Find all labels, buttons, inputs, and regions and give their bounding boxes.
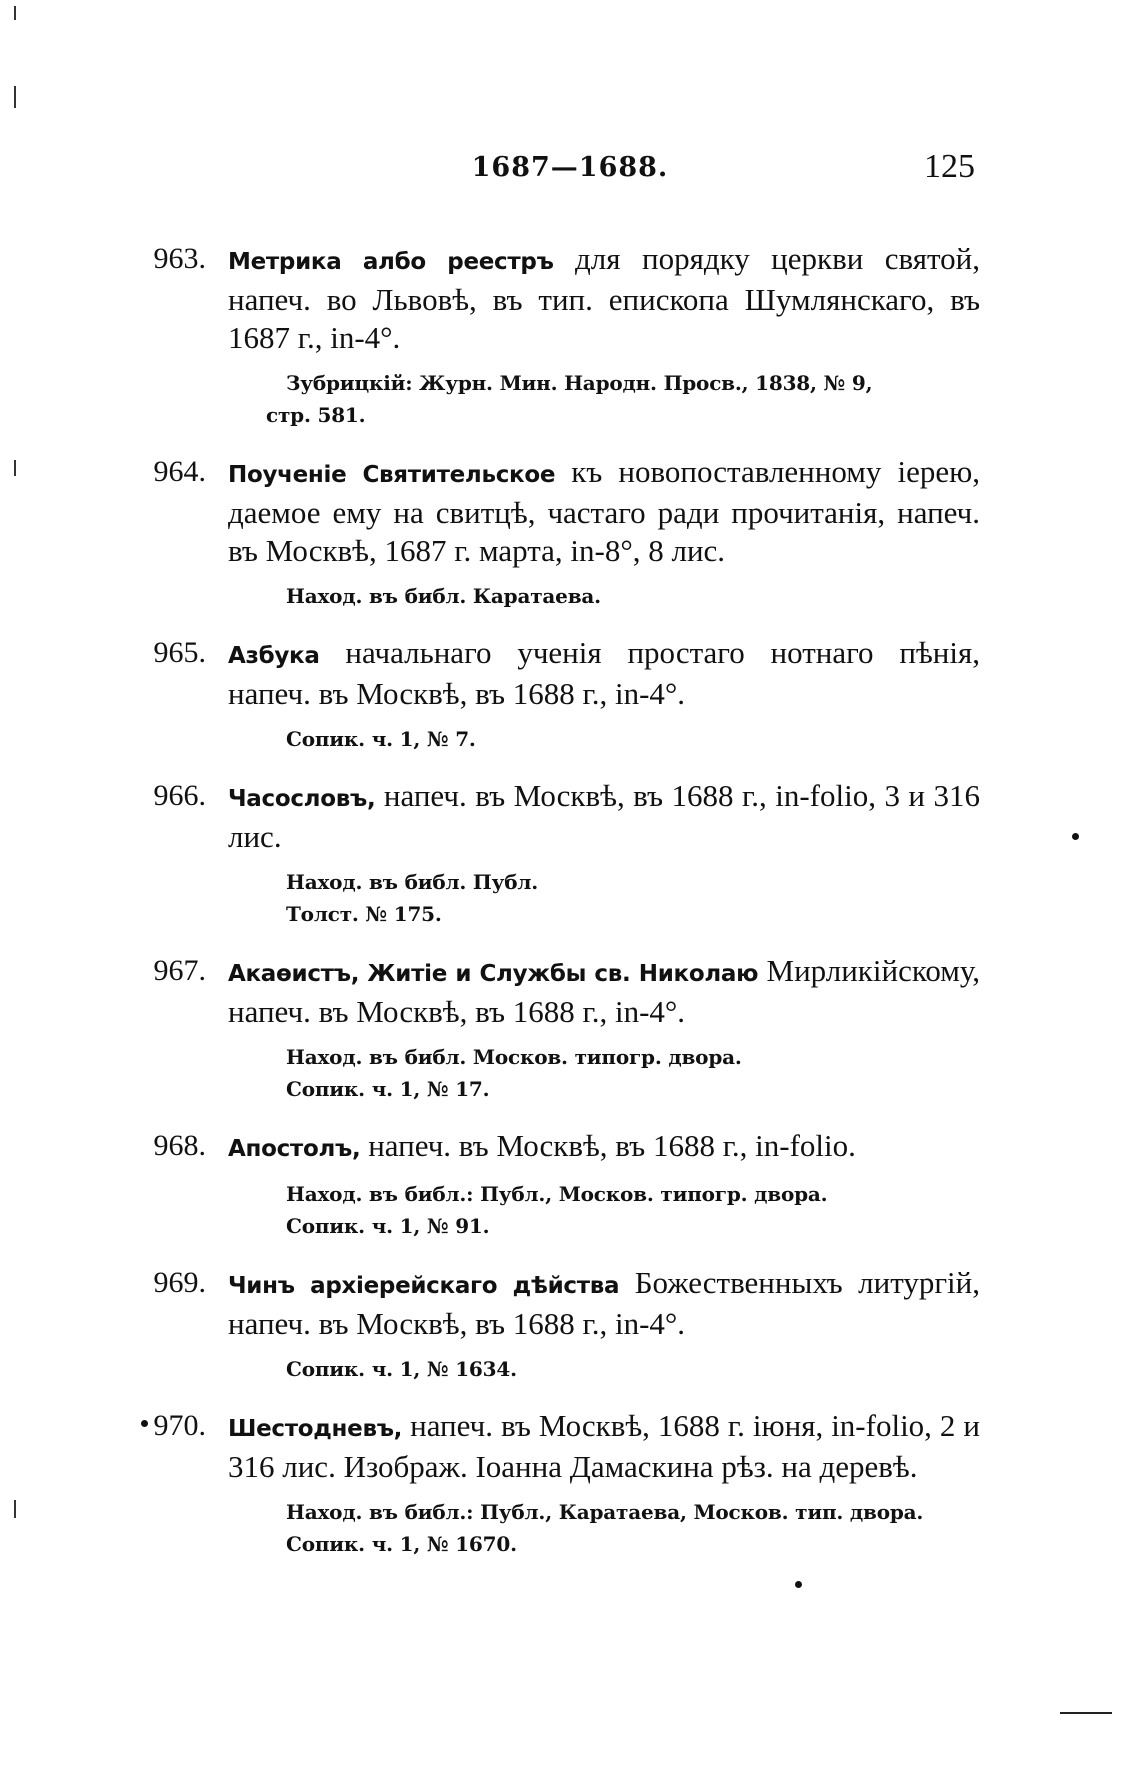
entry-description: для порядку церкви святой, напеч. во Львовѣ, въ тип. епископа Шумлянскаго, въ 1687 г., in-4°. bbox=[228, 241, 980, 355]
header-years: 1687—1688. bbox=[471, 152, 669, 183]
scan-mark bbox=[1060, 1712, 1112, 1714]
entry-notes bbox=[266, 367, 986, 431]
entry-969 bbox=[0, 1264, 1140, 1385]
entry-title: Апостолъ, bbox=[228, 1136, 361, 1162]
entry-note: Сопик. ч. 1, № 7. bbox=[286, 727, 476, 751]
entry-note: Сопик. ч. 1, № 1634. bbox=[286, 1357, 517, 1381]
entry-title: Метрика албо реестръ bbox=[228, 249, 554, 275]
entry-note: Сопик. ч. 1, № 1670. bbox=[286, 1532, 517, 1556]
entry-note: Сопик. ч. 1, № 17. bbox=[286, 1077, 490, 1101]
scan-mark bbox=[14, 6, 16, 20]
running-head bbox=[0, 148, 1140, 192]
entry-note: Наход. въ библ.: Публ., Каратаева, Москов. тип. двора. bbox=[286, 1500, 924, 1524]
entry-number: 964. bbox=[153, 455, 206, 488]
entry-number: 965. bbox=[153, 636, 206, 669]
entry-note: Толст. № 175. bbox=[286, 902, 442, 926]
entry-note: стр. 581. bbox=[266, 403, 366, 427]
entry-body bbox=[228, 1127, 980, 1168]
entry-body bbox=[228, 453, 980, 570]
entry-notes bbox=[286, 1041, 986, 1105]
entry-970 bbox=[0, 1407, 1140, 1560]
entry-note: Наход. въ библ. Публ. bbox=[286, 870, 539, 894]
entry-notes bbox=[286, 866, 986, 930]
entry-body bbox=[228, 1264, 980, 1343]
entry-body bbox=[228, 1407, 980, 1486]
scan-mark bbox=[14, 86, 16, 108]
entry-title: Чинъ архіерейскаго дѣйства bbox=[228, 1273, 620, 1299]
entry-description: къ новопоставленному іерею, даемое ему на свитцѣ, частаго ради прочитанія, напеч. въ Москвѣ, 1687 г. марта, in-8°, 8 лис. bbox=[228, 454, 980, 568]
entry-number: 967. bbox=[153, 954, 206, 987]
entry-966 bbox=[0, 777, 1140, 930]
entry-note: Наход. въ библ.: Публ., Москов. типогр. двора. bbox=[286, 1182, 828, 1206]
entry-967 bbox=[0, 952, 1140, 1105]
entry-number: 963. bbox=[153, 242, 206, 275]
entry-note: Наход. въ библ. Каратаева. bbox=[286, 584, 601, 608]
entry-note: Сопик. ч. 1, № 91. bbox=[286, 1214, 490, 1238]
entry-description: напеч. въ Москвѣ, въ 1688 г., in-folio. bbox=[360, 1128, 856, 1163]
entry-title: Азбука bbox=[228, 643, 320, 669]
entry-number: 970. bbox=[153, 1409, 206, 1442]
entry-title: Часословъ, bbox=[228, 786, 376, 812]
entry-note: Наход. въ библ. Москов. типогр. двора. bbox=[286, 1045, 742, 1069]
entry-notes bbox=[286, 1496, 986, 1560]
entry-description: Мирликійскому, напеч. въ Москвѣ, въ 1688 г., in-4°. bbox=[228, 953, 980, 1029]
entry-notes bbox=[286, 580, 986, 612]
scan-speck bbox=[795, 1581, 802, 1588]
entry-description: Божественныхъ литургій, напеч. въ Москвѣ, въ 1688 г., in-4°. bbox=[228, 1265, 980, 1341]
entry-body bbox=[228, 634, 980, 713]
entry-note: Зубрицкій: Журн. Мин. Народн. Просв., 1838, № 9, bbox=[286, 371, 873, 395]
entry-body bbox=[228, 952, 980, 1031]
entry-963 bbox=[0, 240, 1140, 431]
entry-964 bbox=[0, 453, 1140, 612]
entry-title: Поученіе Святительское bbox=[228, 462, 556, 488]
entry-number: 968. bbox=[153, 1129, 206, 1162]
entry-description: начальнаго ученія простаго нотнаго пѣнія, напеч. въ Москвѣ, въ 1688 г., in-4°. bbox=[228, 635, 980, 711]
entry-description: напеч. въ Москвѣ, въ 1688 г., in-folio, 3 и 316 лис. bbox=[228, 778, 980, 854]
entry-body bbox=[228, 777, 980, 856]
entry-description: напеч. въ Москвѣ, 1688 г. іюня, in-folio, 2 и 316 лис. Изображ. Іоанна Дамаскина рѣз. на деревѣ. bbox=[228, 1408, 980, 1484]
entry-notes bbox=[286, 1353, 986, 1385]
entry-notes bbox=[286, 1178, 986, 1242]
entry-965 bbox=[0, 634, 1140, 755]
entry-number: 966. bbox=[153, 779, 206, 812]
entry-title: Акаѳистъ, Житіе и Службы св. Николаю bbox=[228, 961, 759, 987]
entry-968 bbox=[0, 1127, 1140, 1242]
entry-number: 969. bbox=[153, 1266, 206, 1299]
entry-notes bbox=[286, 723, 986, 755]
entry-title: Шестодневъ, bbox=[228, 1416, 403, 1442]
entry-body bbox=[228, 240, 980, 357]
page-number: 125 bbox=[924, 148, 975, 185]
bibliography-entries bbox=[0, 240, 1140, 1582]
